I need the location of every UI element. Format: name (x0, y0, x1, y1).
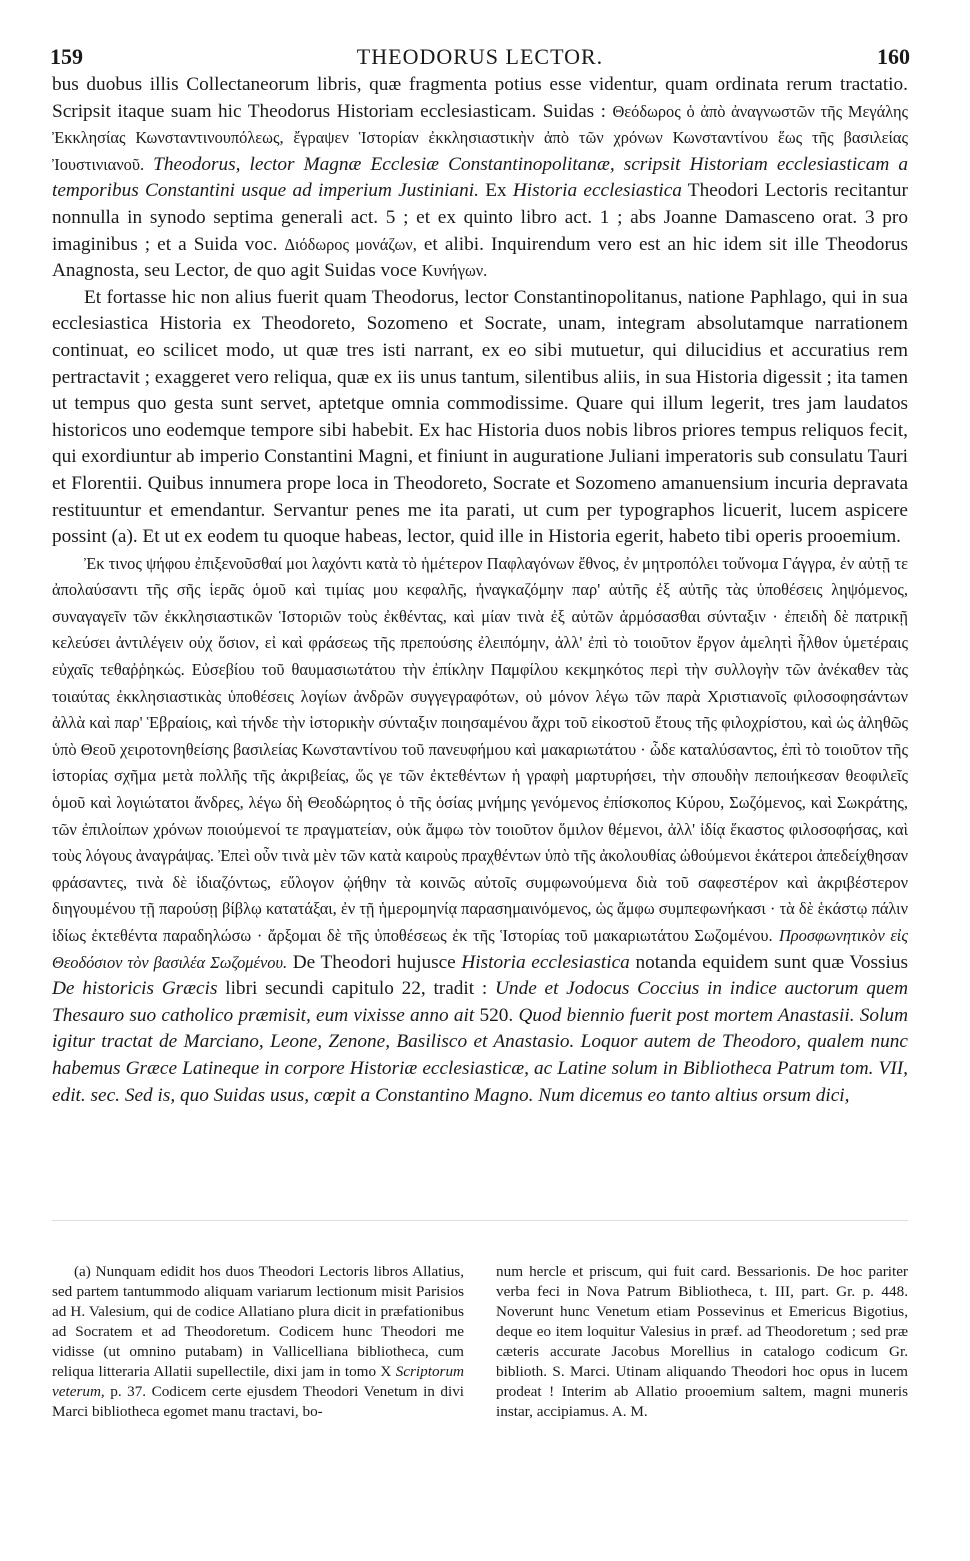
page-header (50, 44, 910, 72)
p1-greek-quote: Θεόδωρος ὁ ἀπὸ ἀναγνωστῶν τῆς Μεγάλης Ἐκκλησίας Κωνσταντινουπόλεως, ἔγραψεν Ἱστορίαν ἐκκλησιαστικὴν ἀπὸ τῶν χρόνων Κωνσταντίνου ἕως τῆς βασιλείας Ἰουστινιανοῦ. (52, 101, 909, 174)
paragraph-1 (52, 72, 908, 285)
p1-greek-voce: Κυνήγων. (421, 261, 488, 281)
p1-greek-word: Διόδωρος μονάζων, (284, 234, 417, 254)
p1-latin-translation: Theodorus, lector Magnæ Ecclesiæ Constantinopolitanæ, scripsit Historiam ecclesiasticam a temporibus Constantini usque ad imperium Justiniani. (52, 153, 909, 202)
p3-latin-a: De Theodori hujusce (292, 951, 456, 973)
footnotes (52, 1262, 908, 1422)
running-title: THEODORUS LECTOR. (356, 44, 604, 69)
footnote-left-text: Nunquam edidit hos duos Theodori Lectoris libros Allatius, sed partem tantummodo aliquam variarum lectionum misit Parisios ad H. Valesium, qui de codice Allatiano plura dicit in præfationibus ad Socratem et ad Theodoretum. Codicem hunc Theodori me vidisse (ut omnino putabam) in Vallicelliana bibliotheca, cum reliqua litteraria Allatii supellectile, dixi jam in tomo X (52, 1263, 465, 1380)
p1-end: et alibi. Inquirendum vero est an hic idem sit ille Theodorus Anagnosta, seu Lector, de quo agit Suidas voce (52, 233, 909, 282)
p3-latin-italic-3: Unde et Jodocus Coccius in indice auctorum quem Thesauro suo catholico præmisit, eum vixisse anno ait (52, 978, 908, 1026)
main-text (52, 72, 908, 1109)
footnote-column-right (496, 1262, 908, 1422)
greek-prooemium-title: Προσφωνητικὸν εἰς Θεοδόσιον τὸν βασιλέα Σωζομένου. (52, 926, 908, 972)
footnote-divider (52, 1220, 908, 1221)
p1-middle: Theodori Lectoris recitantur nonnulla in synodo septima generali act. 5 ; et ex quinto libro act. 1 ; abs Joanne Damasceno orat. 3 pro imaginibus ; et a Suida voc. (52, 180, 908, 255)
p3-latin-italic-2: De historicis Græcis (52, 978, 218, 1000)
footnote-right-text: num hercle et priscum, qui fuit card. Bessarionis. De hoc pariter verba feci in Nova Patrum Bibliotheca, t. III, part. Gr. p. 448. Noverunt hunc Venetum etiam Possevinus et Emericus Bigotius, deque eo item loquitur Valesius in præf. ad Theodoretum ; sed præ cæteris accurate Jacobus Morellius in catalogo codicum Gr. biblioth. S. Marci. Utinam aliquando Theodori hoc opus in lucem prodeat ! Interim ab Allatio prooemium saltem, magni muneris instar, accipiamus. A. M. (496, 1263, 908, 1420)
p1-ex: Ex (485, 180, 507, 202)
p1-prefix: bus duobus illis Collectaneorum libris, quæ fragmenta potius esse videntur, quam ordinata rerum tractatio. Scripsit itaque suam hic Theodorus Historiam ecclesiasticam. Suidas : (52, 74, 908, 122)
greek-prooemium: Ἐκ τινος ψήφου ἐπιξενοῦσθαί μοι λαχόντι κατὰ τὸ ἡμέτερον Παφλαγόνων ἔθνος, ἐν μητροπόλει τοὔνομα Γάγγρα, ἐν αὐτῇ τε ἀπολαύσαντι τῆς σῆς ἱερᾶς ὁμοῦ καὶ τιμίας μου κεφαλῆς, ἠναγκαζόμην παρ' αὐτῆς ἐξ αὐτῆς τὰς ὑποθέσεις ληψόμενος, συναγαγεῖν τῶν ἐκκλησιαστικῶν Ἱστοριῶν τοὺς ἐκθέντας, καὶ μίαν τινὰ ἐξ αὐτῶν ἁρμόσασθαι σύνταξιν · ἐπειδὴ δὲ πατρικῇ κελεύσει ἀντιλέγειν οὐχ ὅσιον, εἰ καὶ φράσεως τῆς πρεπούσης ἐλειπόμην, ἀλλ' ἐπὶ τὸ τοιοῦτον ἔργον ἀμελητὶ ἦλθον ὑμετέραις εὐχαῖς τεθαῤῥηκώς. Εὐσεβίου τοῦ θαυμασιωτάτου τὴν ἐπίκλην Παμφίλου κεκμηκότος περὶ τὴν συλλογὴν τῶν ἀνέκαθεν τὰς τοιαύτας ἐκκλησιαστικὰς ὑποθέσεις λογίων ἀνδρῶν συγγεγραφότων, οὐ μόνον λέγω τῶν παρὰ Χριστιανοῖς φιλοσοφησάντων ἀλλὰ καὶ παρ' Ἑβραίοις, καὶ τήνδε τὴν ἱστορικὴν σύνταξιν ποιησαμένου ἄχρι τοῦ εἰκοστοῦ ἔτους τῆς φιλοχρίστου, καὶ ὡς ἀληθῶς ὑπὸ Θεοῦ χειροτονηθείσης βασιλείας Κωνσταντίνου τοῦ πανευφήμου καὶ μακαριωτάτου · ὧδε καταλύσαντος, ἐπὶ τὸ τοιοῦτον τῆς ἱστορίας σχῆμα μετὰ πολλῆς τῆς ἀκριβείας, ὥς γε τῶν ἐκτεθέντων ἡ γραφὴ μαρτυρήσει, τὴν σπουδὴν πεποιήκεσαν θεοφιλεῖς ὁμοῦ καὶ λογιώτατοι ἄνδρες, λέγω δὴ Θεοδώρητος ὁ τῆς ὁσίας μνήμης γενόμενος ἐπίσκοπος Κύρου, Σωζόμενος, καὶ Σωκράτης, τῶν ἐπιλοίπων χρόνων ποιούμενοί τε πραγματείαν, οὐκ ἄμφω τὸν τοιοῦτον ὅμιλον θέμενοι, ἀλλ' ἰδίᾳ ἕκαστος φιλοσοφήσας, καὶ τοὺς λόγους ἀναγράψας. Ἐπεὶ οὖν τινὰ μὲν τῶν κατὰ καιροὺς πραχθέντων ὑπὸ τῆς ἀκολουθίας ὠθούμενοι ἑκάτεροι ἀπεδείχθησαν φράσαντες, τινὰ δὲ ἰδιαζόντως, εὔλογον ᾠήθην τὰ κοινῶς αὐτοῖς συμφωνούμενα διὰ τοῦ σαφεστέρον καὶ ἀκριβέστερον διηγουμένου τῇ παρούσῃ βίβλῳ κατατάξαι, ἐν τῇ ἡμερομηνίᾳ παρασημαινόμενος, ὡς ἄμφω συμπεφωνήκασι · τὰ δὲ ἑκάστῳ πάλιν ἰδίως ἐκτεθέντα παραδηλώσω · ἄρξομαι δὲ τῆς ὑποθέσεως ἐκ τῆς Ἱστορίας τοῦ μακαριωτάτου Σωζομένου. (52, 553, 908, 945)
p3-latin-b: notanda equidem sunt quæ Vossius (635, 951, 908, 973)
p3-latin-italic-1: Historia ecclesiastica (461, 951, 630, 973)
footnote-a (52, 1262, 464, 1422)
p1-historia-title: Historia ecclesiastica (512, 180, 682, 202)
footnote-left-italic: Scriptorum veterum, (52, 1363, 465, 1400)
footnote-column-left (52, 1262, 464, 1422)
p3-latin-italic-4: Quod biennio fuerit post mortem Anastasii. Solum igitur tractat de Marciano, Leone, Zenone, Basilisco et Anastasio. Loquor autem de Theodoro, qualem nunc habemus Græce Latineque in corpore Historiæ ecclesiasticæ, ac Latine solum in Bibliotheca Patrum tom. VII, edit. sec. Sed is, quo Suidas usus, cœpit a Constantino Magno. Num dicemus eo tanto altius orsum dici, (52, 1004, 908, 1106)
p3-latin-number: 520. (479, 1004, 514, 1026)
paragraph-2: Et fortasse hic non alius fuerit quam Theodorus, lector Constantinopolitanus, natione Paphlago, qui in sua ecclesiastica Historia ex Theodoreto, Sozomeno et Socrate, unam, integram absolutamque narrationem continuat, eo scilicet modo, ut quæ tres isti narrant, ex eo sibi mutuetur, qui dilucidius et accuratius rem pertractavit ; exaggeret vero reliqua, quæ ex iis unus tantum, silentibus aliis, in sua Historia digessit ; ita tamen ut tempus quo gesta sunt servet, aptetque omnia commodissime. Quare qui illum legerit, tres jam laudatos historicos uno eodemque tempore sibi habebit. Ex hac Historia duos nobis libros priores tempus reliquos fecit, qui exordiuntur ab imperio Constantini Magni, et finiunt in auguratione Juliani imperatoris sub consulatu Tauri et Florentii. Quibus innumera prope loca in Theodoreto, Socrate et Sozomeno amanuensium incuria depravata restituuntur et emendantur. Servantur penes me ita parati, ut cum per typographos licuerit, lucem aspicere possint (a). Et ut ex eodem tu quoque habeas, lector, quid ille in Historia egerit, habeto tibi operis prooemium. (52, 286, 908, 548)
page-number-right: 160 (877, 44, 910, 69)
footnote-left-text-end: p. 37. Codicem certe ejusdem Theodori Venetum in divi Marci bibliotheca egomet manu tractavi, bo- (52, 1383, 465, 1420)
p3-latin-c: libri secundi capitulo 22, tradit : (225, 978, 488, 1000)
footnote-label: (a) (74, 1263, 91, 1280)
paragraph-3 (52, 551, 908, 1109)
page-number-left: 159 (50, 44, 83, 69)
